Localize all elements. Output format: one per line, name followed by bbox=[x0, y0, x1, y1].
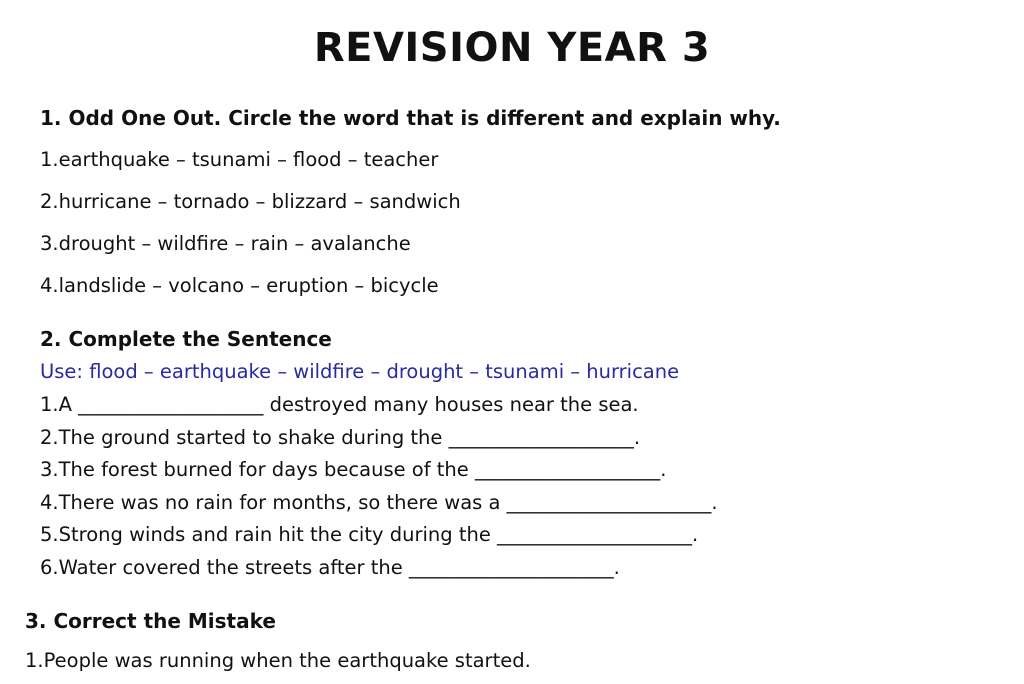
odd-one-out-item-1: 1.earthquake – tsunami – flood – teacher bbox=[40, 148, 439, 171]
page-title: REVISION YEAR 3 bbox=[313, 25, 711, 71]
complete-sentence-item-2: 2.The ground started to shake during the ___________________. bbox=[40, 426, 641, 449]
odd-one-out-item-3: 3.drought – wildfire – rain – avalanche bbox=[40, 232, 411, 255]
complete-sentence-item-4: 4.There was no rain for months, so there was a _____________________. bbox=[40, 491, 718, 514]
section-3-heading: 3. Correct the Mistake bbox=[25, 609, 276, 633]
correct-mistake-item-1: 1.People was running when the earthquake started. bbox=[25, 649, 531, 672]
odd-one-out-item-4: 4.landslide – volcano – eruption – bicycle bbox=[40, 274, 439, 297]
section-1-heading: 1. Odd One Out. Circle the word that is different and explain why. bbox=[40, 106, 781, 130]
complete-sentence-item-6: 6.Water covered the streets after the _____________________. bbox=[40, 556, 620, 579]
complete-sentence-item-5: 5.Strong winds and rain hit the city during the ____________________. bbox=[40, 523, 699, 546]
word-bank: Use: flood – earthquake – wildfire – drought – tsunami – hurricane bbox=[40, 360, 680, 383]
section-2-heading: 2. Complete the Sentence bbox=[40, 327, 332, 351]
complete-sentence-item-1: 1.A ___________________ destroyed many houses near the sea. bbox=[40, 393, 639, 416]
complete-sentence-item-3: 3.The forest burned for days because of the ___________________. bbox=[40, 458, 667, 481]
odd-one-out-item-2: 2.hurricane – tornado – blizzard – sandwich bbox=[40, 190, 461, 213]
